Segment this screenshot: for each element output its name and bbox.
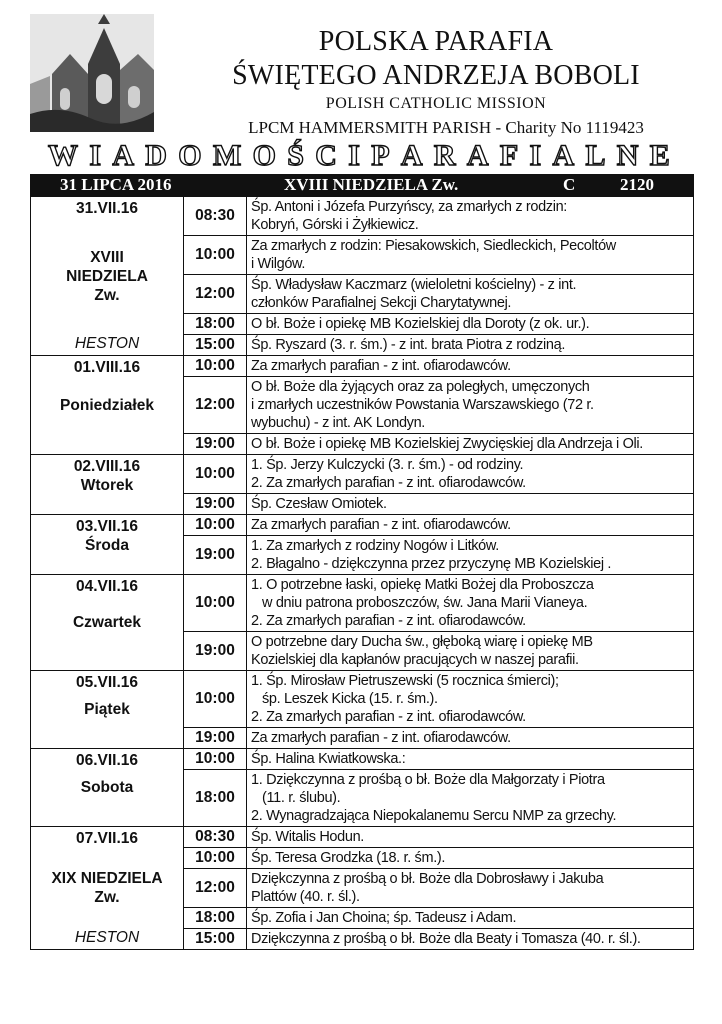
intention-line: Kozielskiej dla kapłanów pracujących w naszej parafii. [251,652,579,668]
banner-letter: Ś [287,139,304,172]
day-name-line: Wtorek [80,476,134,494]
day-date: 02.VIII.16 [73,457,141,475]
intention-line: O bł. Boże dla żyjących oraz za poległych, umęczonych [251,379,590,395]
intention-line: 1. O potrzebne łaski, opiekę Matki Bożej dla Proboszcza [251,577,594,593]
mass-schedule-table [30,196,694,950]
intention-line: Dziękczynna z prośbą o bł. Boże dla Beaty i Tomasza (40. r. śl.). [251,931,641,947]
banner-letter: W [48,139,78,172]
day-date: 01.VIII.16 [73,358,141,376]
day-date: 04.VII.16 [75,577,139,595]
mass-time: 10:00 [184,749,247,770]
day-name-line: XIX NIEDZIELA [51,870,163,887]
banner-letter: I [89,139,101,172]
intention-line: 1. Śp. Mirosław Pietruszewski (5 rocznica śmierci); [251,673,559,689]
mass-time: 19:00 [184,536,247,575]
day-name-line: Piątek [84,701,130,718]
intention-line: Śp. Witalis Hodun. [251,829,364,845]
day-cell [31,197,184,356]
banner-letter: F [499,139,519,172]
intention-line: O bł. Boże i opiekę MB Kozielskiej dla Doroty (z ok. ur.). [251,316,590,332]
mass-time: 19:00 [184,728,247,749]
banner-letter: A [552,139,575,172]
intention-line: (11. r. ślubu). [251,790,341,806]
intention-line: Plattów (40. r. śl.). [251,889,360,905]
issue-sunday: XVIII NIEDZIELA Zw. [284,175,459,194]
day-name-line: Zw. [94,286,120,304]
day-name-line: Czwartek [72,614,142,631]
intention-line: Śp. Władysław Kaczmarz (wieloletni kościelny) - z int. [251,277,577,293]
day-cell [31,671,184,749]
day-location [105,495,109,513]
mass-intention [247,671,694,728]
intention-line: Za zmarłych parafian - z int. ofiarodawców. [251,358,511,374]
mission-name: POLISH CATHOLIC MISSION [325,95,547,112]
intention-line: w dniu patrona proboszczów, św. Jana Marii Vianeya. [251,595,588,611]
mass-row [31,197,694,236]
mass-intention [247,848,694,869]
day-name-line: Sobota [80,779,134,796]
mass-row [31,575,694,632]
issue-cycle: C [563,175,576,194]
mass-intention [247,929,694,950]
intention-line: Śp. Teresa Grodzka (18. r. śm.). [251,850,446,866]
day-name [60,396,154,415]
banner-letter: R [433,139,456,172]
intention-line: 1. Za zmarłych z rodziny Nogów i Litków. [251,538,499,554]
day-cell [31,827,184,950]
mass-intention [247,827,694,848]
mass-time: 10:00 [184,515,247,536]
mass-time: 19:00 [184,434,247,455]
day-name-line: Poniedziałek [60,396,154,414]
mass-time: 19:00 [184,494,247,515]
intention-line: Dziękczynna z prośbą o bł. Boże dla Dobrosławy i Jakuba [251,871,604,887]
banner-letter: O [252,139,276,172]
newsletter-banner [48,140,670,172]
day-cell [31,749,184,827]
day-location: HESTON [74,928,140,946]
day-name-line: Środa [85,536,129,554]
intention-line: Kobryń, Górski i Żyłkiewicz. [251,217,419,233]
day-cell [31,575,184,671]
mass-time: 10:00 [184,455,247,494]
banner-letter: C [315,139,337,172]
mass-time: 10:00 [184,848,247,869]
mass-row [31,827,694,848]
intention-line: O bł. Boże i opiekę MB Kozielskiej Zwycięskiej dla Andrzeja i Oli. [251,436,643,452]
day-location [105,806,109,824]
mass-time: 15:00 [184,335,247,356]
mass-intention [247,728,694,749]
mass-time: 15:00 [184,929,247,950]
mass-row [31,671,694,728]
mass-intention [247,749,694,770]
mass-intention [247,335,694,356]
mass-time: 18:00 [184,770,247,827]
parish-title: POLSKA PARAFIA [318,26,554,57]
banner-letter: E [649,139,670,172]
day-name [85,536,129,555]
intention-line: 2. Za zmarłych parafian - z int. ofiarodawców. [251,709,526,725]
day-date: 31.VII.16 [75,199,139,217]
mass-time: 10:00 [184,575,247,632]
banner-letter: I [348,139,360,172]
intention-line: 1. Dziękczynna z prośbą o bł. Boże dla Małgorzaty i Piotra [251,772,605,788]
mass-intention [247,275,694,314]
day-name [51,869,162,907]
intention-line: Śp. Antoni i Józefa Purzyńscy, za zmarłych z rodzin: [251,199,567,215]
mass-intention [247,455,694,494]
mass-intention [247,869,694,908]
mass-intention [247,377,694,434]
banner-letter: L [585,139,606,172]
mass-time: 12:00 [184,869,247,908]
intention-line: 2. Wynagradzająca Niepokalanemu Sercu NMP za grzechy. [251,808,617,824]
intention-line: 1. Śp. Jerzy Kulczycki (3. r. śm.) - od rodziny. [251,457,524,473]
day-location [105,650,109,668]
intention-line: 2. Błagalno - dziękczynna przez przyczynę MB Kozielskiej . [251,556,612,572]
mass-time: 10:00 [184,236,247,275]
intention-line: członków Parafialnej Sekcji Charytatywnej. [251,295,512,311]
mass-intention [247,908,694,929]
mass-intention [247,632,694,671]
mass-time: 18:00 [184,908,247,929]
banner-letter: N [616,139,639,172]
mass-time: 08:30 [184,827,247,848]
intention-line: wybuchu) - z int. AK Londyn. [251,415,425,431]
mass-row [31,749,694,770]
intention-line: Za zmarłych z rodzin: Piesakowskich, Siedleckich, Pecoltów [251,238,616,254]
day-location [105,555,109,573]
day-name [81,476,134,495]
banner-letter: D [145,139,167,172]
banner-letter: A [112,139,134,172]
banner-letter: P [371,139,390,172]
mass-intention [247,515,694,536]
mass-intention [247,314,694,335]
day-name [84,700,130,719]
mass-intention [247,434,694,455]
mass-time: 19:00 [184,632,247,671]
mass-time: 10:00 [184,671,247,728]
issue-title-bar [30,174,694,196]
mass-time: 12:00 [184,377,247,434]
mass-intention [247,197,694,236]
day-name-line: XVIII [90,248,124,266]
day-location: HESTON [74,334,140,352]
day-cell [31,515,184,575]
day-date: 06.VII.16 [75,751,139,769]
day-date: 07.VII.16 [75,829,139,847]
mass-row [31,356,694,377]
banner-letter: A [466,139,489,172]
intention-line: 2. Za zmarłych parafian - z int. ofiarodawców. [251,475,526,491]
intention-line: i zmarłych uczestników Powstania Warszawskiego (72 r. [251,397,594,413]
day-name [66,248,148,305]
mass-intention [247,770,694,827]
mass-intention [247,536,694,575]
issue-number: 2120 [620,175,654,194]
day-name-line: NIEDZIELA [66,267,148,285]
mass-row [31,515,694,536]
day-cell [31,356,184,455]
mass-time: 10:00 [184,356,247,377]
mass-time: 08:30 [184,197,247,236]
banner-letter: O [178,139,202,172]
church-illustration [30,14,154,132]
intention-line: Śp. Ryszard (3. r. śm.) - z int. brata Piotra z rodziną. [251,337,566,353]
banner-letter: M [212,139,242,172]
day-cell [31,455,184,515]
mass-intention [247,356,694,377]
day-name-line: Zw. [94,889,120,906]
mass-intention [247,494,694,515]
intention-line: Śp. Czesław Omiotek. [251,496,387,512]
day-location [105,434,109,452]
mass-row [31,455,694,494]
day-name [73,613,141,632]
charity-line: LPCM HAMMERSMITH PARISH - Charity No 1119423 [248,118,644,137]
intention-line: i Wilgów. [251,256,306,272]
intention-line: Za zmarłych parafian - z int. ofiarodawców. [251,730,511,746]
day-date: 05.VII.16 [75,673,139,691]
banner-letter: A [400,139,423,172]
day-date: 03.VII.16 [75,517,139,535]
mass-time: 12:00 [184,275,247,314]
day-location [105,728,109,746]
intention-line: śp. Leszek Kicka (15. r. śm.). [251,691,438,707]
banner-letter: I [529,139,542,172]
mass-time: 18:00 [184,314,247,335]
mass-intention [247,575,694,632]
mass-intention [247,236,694,275]
intention-line: Za zmarłych parafian - z int. ofiarodawców. [251,517,511,533]
day-name [81,778,134,797]
intention-line: O potrzebne dary Ducha św., głęboką wiarę i opiekę MB [251,634,593,650]
intention-line: 2. Za zmarłych parafian - z int. ofiarodawców. [251,613,526,629]
issue-date: 31 LIPCA 2016 [60,175,172,194]
intention-line: Śp. Zofia i Jan Choina; śp. Tadeusz i Adam. [251,910,517,926]
intention-line: Śp. Halina Kwiatkowska.: [251,751,406,767]
parish-patron: ŚWIĘTEGO ANDRZEJA BOBOLI [232,60,640,91]
